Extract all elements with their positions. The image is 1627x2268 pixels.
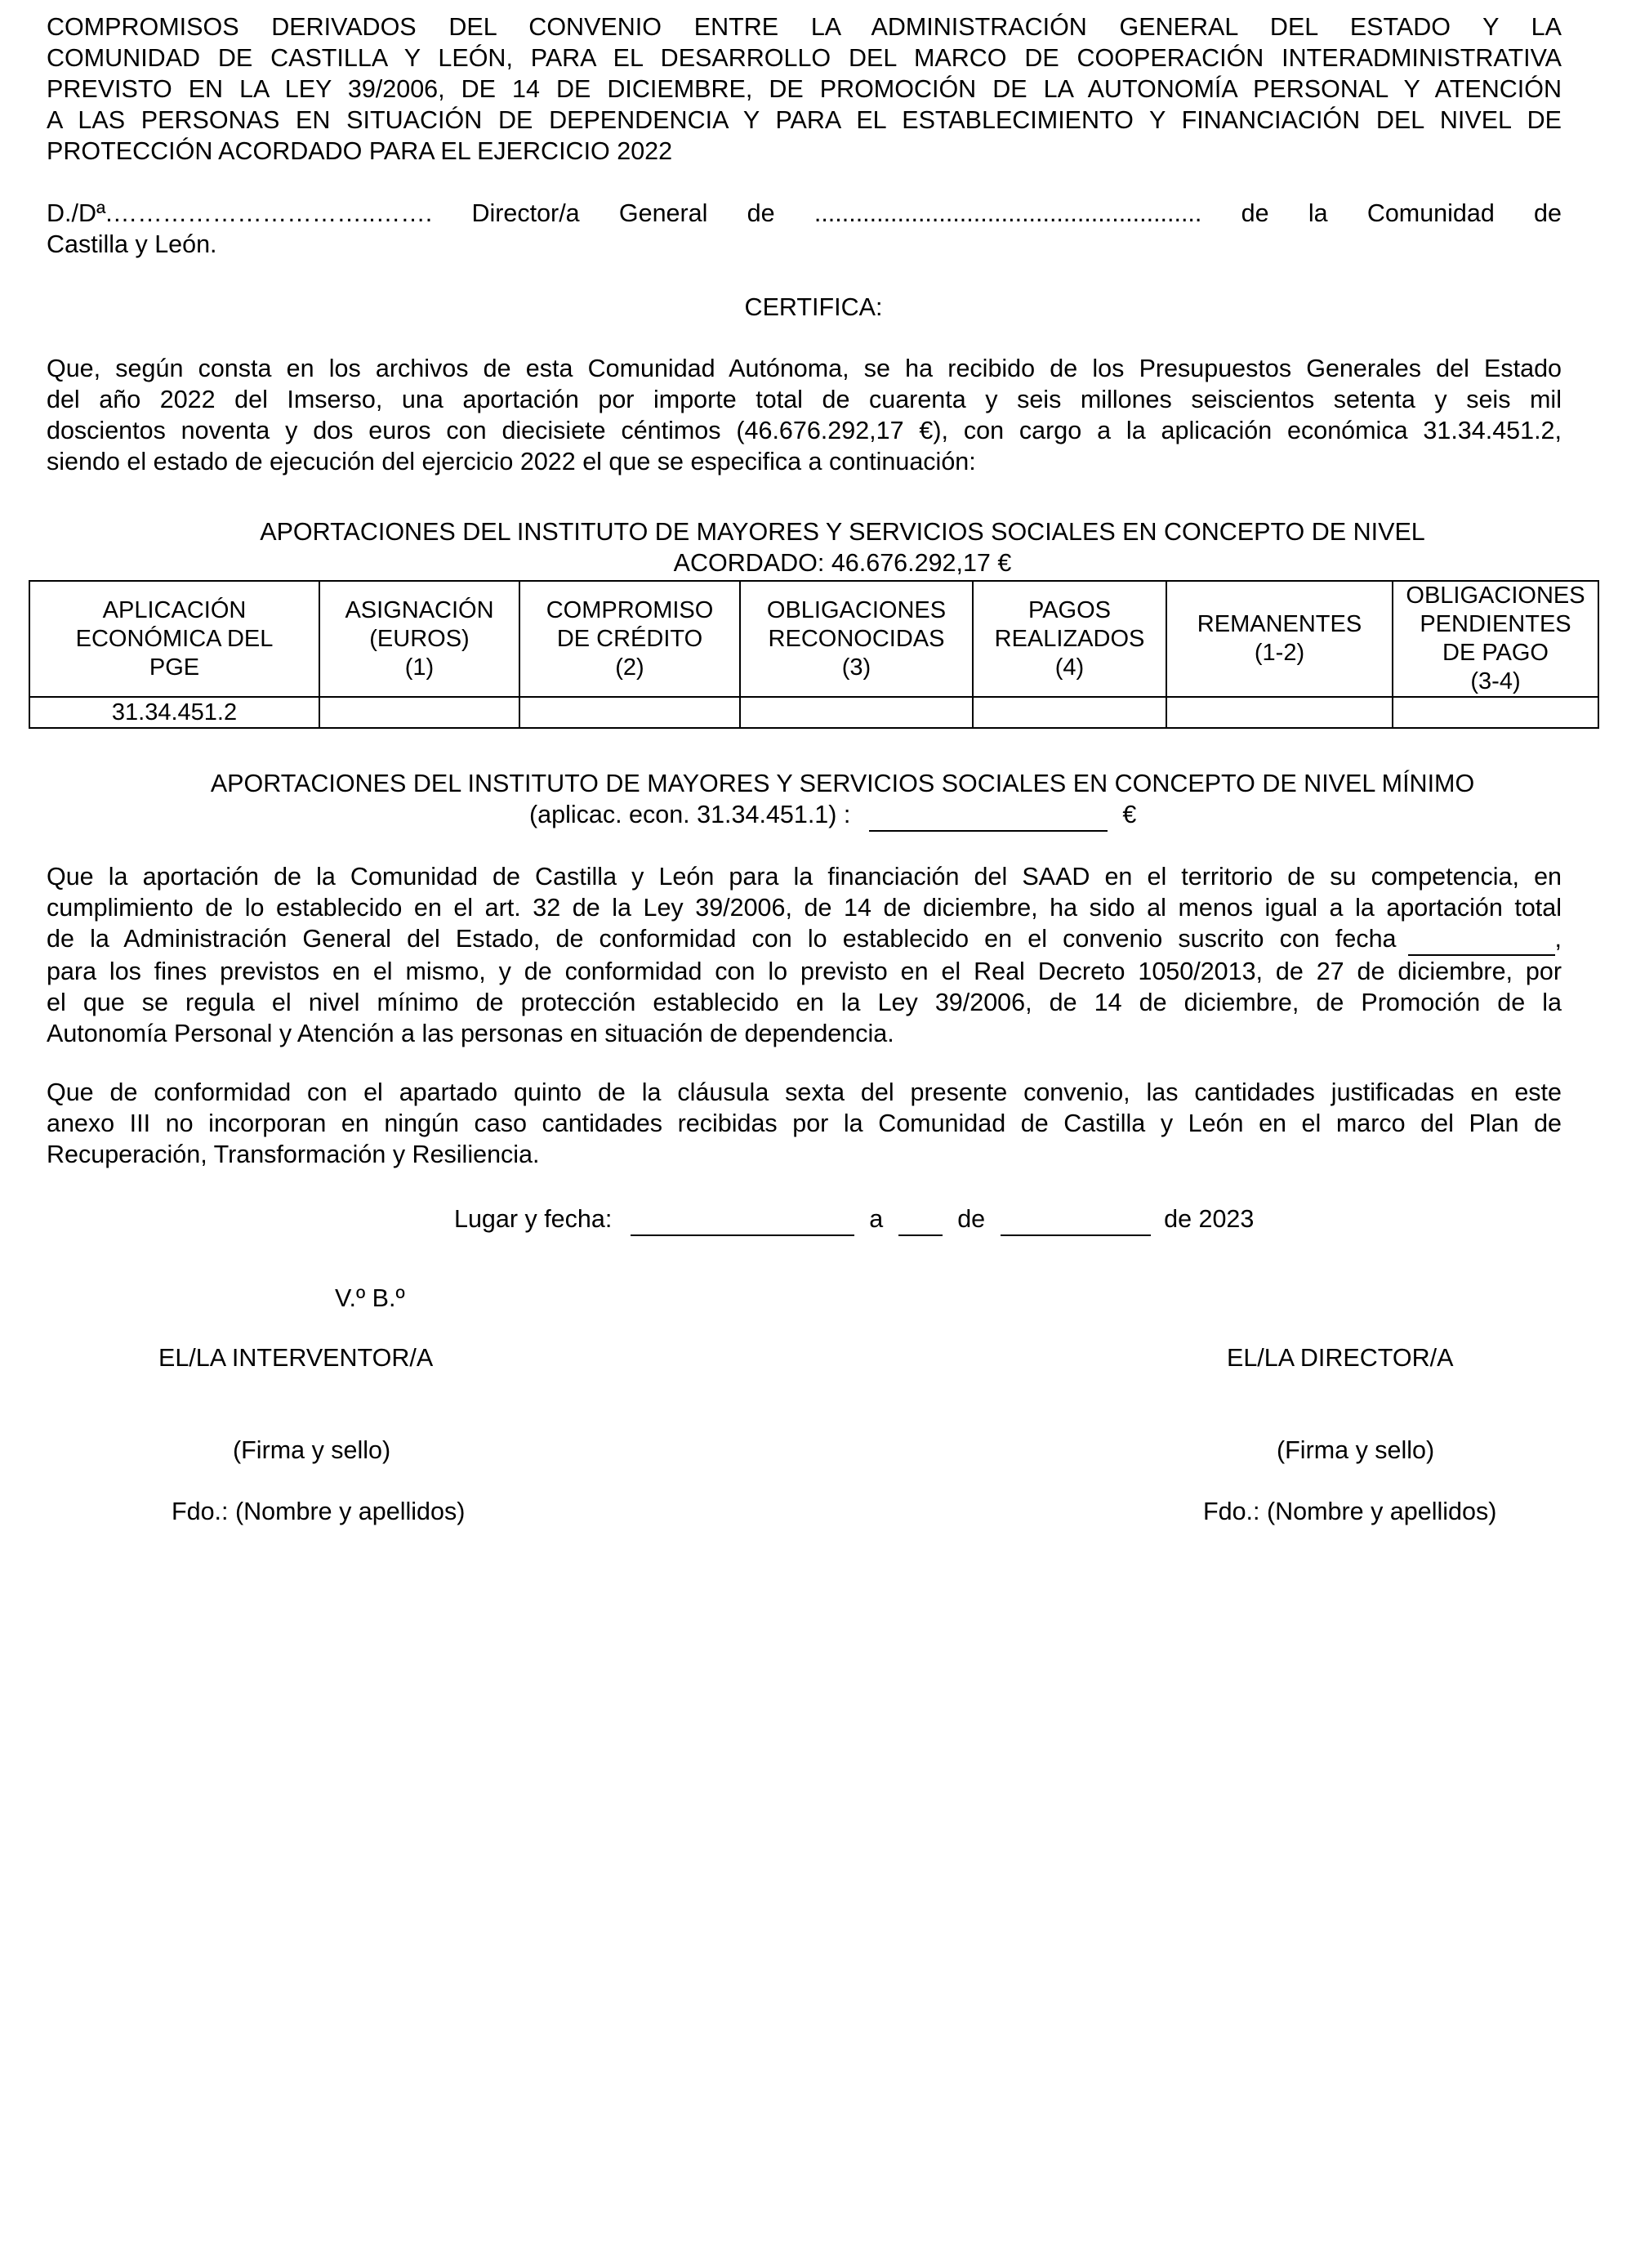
paragraph-line: del año 2022 del Imserso, una aportación por importe total de cuarenta y seis millones seiscientos setenta y seis mil: [47, 386, 1562, 413]
de-word: de: [957, 1205, 986, 1233]
table-cell: [519, 697, 740, 728]
table-cell: [1393, 697, 1598, 728]
table-cell: 31.34.451.2: [29, 697, 319, 728]
month-blank[interactable]: [1001, 1203, 1151, 1236]
paragraph-line: Recuperación, Transformación y Resiliencia.: [47, 1141, 540, 1168]
director-line-2: Castilla y León.: [47, 230, 217, 258]
a-word: a: [869, 1205, 884, 1233]
nivel-minimo-prefix: (aplicac. econ. 31.34.451.1) :: [529, 801, 851, 828]
vobo-label: V.º B.º: [335, 1284, 405, 1312]
header-remanentes: REMANENTES (1-2): [1166, 581, 1393, 697]
director-firma: (Firma y sello): [1277, 1436, 1435, 1464]
table-title: [0, 516, 1627, 547]
table-cell: [973, 697, 1166, 728]
lugar-blank[interactable]: [631, 1203, 854, 1236]
convenio-fecha-blank[interactable]: [1408, 923, 1555, 956]
paragraph-line: Autonomía Personal y Atención a las personas en situación de dependencia.: [47, 1020, 894, 1047]
header-obligaciones-pendientes: OBLIGACIONES PENDIENTES DE PAGO (3-4): [1393, 581, 1598, 697]
table-header-row: [29, 581, 1598, 697]
paragraph-line: siendo el estado de ejecución del ejercicio 2022 el que se especifica a continuación:: [47, 448, 976, 475]
table-title-2: [0, 547, 1627, 578]
table-cell: [740, 697, 973, 728]
title-line: PREVISTO EN LA LEY 39/2006, DE 14 DE DICIEMBRE, DE PROMOCIÓN DE LA AUTONOMÍA PERSONAL Y ATENCIÓN: [47, 75, 1562, 103]
title-line: COMPROMISOS DERIVADOS DEL CONVENIO ENTRE LA ADMINISTRACIÓN GENERAL DEL ESTADO Y LA: [47, 13, 1562, 41]
nivel-minimo-amount: [529, 799, 1264, 832]
euro-symbol: €: [1122, 801, 1137, 828]
paragraph-line: el que se regula el nivel mínimo de protección establecido en la Ley 39/2006, de 14 de diciembre, de Promoción de la: [47, 989, 1562, 1016]
title-line: A LAS PERSONAS EN SITUACIÓN DE DEPENDENCIA Y PARA EL ESTABLECIMIENTO Y FINANCIACIÓN DEL NIVEL DE: [47, 106, 1562, 134]
day-blank[interactable]: [898, 1203, 943, 1236]
paragraph-line: Que, según consta en los archivos de esta Comunidad Autónoma, se ha recibido de los Presupuestos Generales del Estado: [47, 355, 1562, 382]
nivel-minimo-line-1: APORTACIONES DEL INSTITUTO DE MAYORES Y SERVICIOS SOCIALES EN CONCEPTO DE NIVEL MÍNIMO: [210, 770, 1475, 797]
paragraph-line: doscientos noventa y dos euros con diecisiete céntimos (46.676.292,17 €), con cargo a la aplicación económica 31.34.451.2,: [47, 417, 1562, 444]
paragraph-conformidad: [47, 1077, 1562, 1170]
interventor-fdo: Fdo.: (Nombre y apellidos): [172, 1498, 466, 1525]
paragraph-line-with-blank: [47, 923, 1562, 956]
paragraph-line: Que la aportación de la Comunidad de Castilla y León para la financiación del SAAD en el territorio de su competencia, en: [47, 863, 1562, 891]
paragraph-line: para los fines previstos en el mismo, y de conformidad con lo previsto en el Real Decreto 1050/2013, de 27 de diciembre, por: [47, 958, 1562, 985]
table-cell: [1166, 697, 1393, 728]
header-pagos-realizados: PAGOS REALIZADOS (4): [973, 581, 1166, 697]
header-compromiso: COMPROMISO DE CRÉDITO (2): [519, 581, 740, 697]
year-text: de 2023: [1164, 1205, 1255, 1233]
title-line: COMUNIDAD DE CASTILLA Y LEÓN, PARA EL DESARROLLO DEL MARCO DE COOPERACIÓN INTERADMINISTRATIVA: [47, 44, 1562, 72]
document-title: [47, 11, 1562, 167]
comma: ,: [1554, 925, 1562, 953]
table-row: [29, 697, 1598, 728]
paragraph-line: anexo III no incorporan en ningún caso cantidades recibidas por la Comunidad de Castilla y León en el marco del Plan de: [47, 1109, 1562, 1137]
director-fdo: Fdo.: (Nombre y apellidos): [1203, 1498, 1497, 1525]
paragraph-receipt: [47, 353, 1562, 477]
nivel-minimo-heading: [0, 768, 1627, 799]
table-title-line-1: APORTACIONES DEL INSTITUTO DE MAYORES Y SERVICIOS SOCIALES EN CONCEPTO DE NIVEL: [260, 518, 1425, 546]
paragraph-line: Que de conformidad con el apartado quinto de la cláusula sexta del presente convenio, las cantidades justificadas en este: [47, 1078, 1562, 1106]
certifica-heading: CERTIFICA:: [744, 293, 883, 321]
execution-table: [29, 580, 1599, 729]
nivel-minimo-blank[interactable]: [869, 799, 1108, 832]
lugar-fecha-label: Lugar y fecha:: [454, 1205, 613, 1233]
header-asignacion: ASIGNACIÓN (EUROS) (1): [319, 581, 519, 697]
lugar-fecha: [454, 1203, 1353, 1236]
title-line: PROTECCIÓN ACORDADO PARA EL EJERCICIO 2022: [47, 137, 673, 165]
header-obligaciones-reconocidas: OBLIGACIONES RECONOCIDAS (3): [740, 581, 973, 697]
interventor-firma: (Firma y sello): [233, 1436, 391, 1464]
director-line-1: D./Dª.…………………………..……. Director/a General de ........................................................ de la Comunidad de: [47, 199, 1562, 227]
paragraph-line: cumplimiento de lo establecido en el art. 32 de la Ley 39/2006, de 14 de diciembre, ha sido al menos igual a la aportación total: [47, 894, 1562, 922]
paragraph-aportacion: [47, 861, 1562, 1049]
header-aplicacion: APLICACIÓN ECONÓMICA DEL PGE: [29, 581, 319, 697]
paragraph-line: de la Administración General del Estado, de conformidad con lo establecido en el convenio suscrito con fecha: [47, 925, 1397, 953]
director-title: EL/LA DIRECTOR/A: [1227, 1344, 1454, 1372]
interventor-title: EL/LA INTERVENTOR/A: [158, 1344, 434, 1372]
director-line: [47, 198, 1562, 260]
table-cell: [319, 697, 519, 728]
table-title-line-2: ACORDADO: 46.676.292,17 €: [673, 549, 1012, 577]
